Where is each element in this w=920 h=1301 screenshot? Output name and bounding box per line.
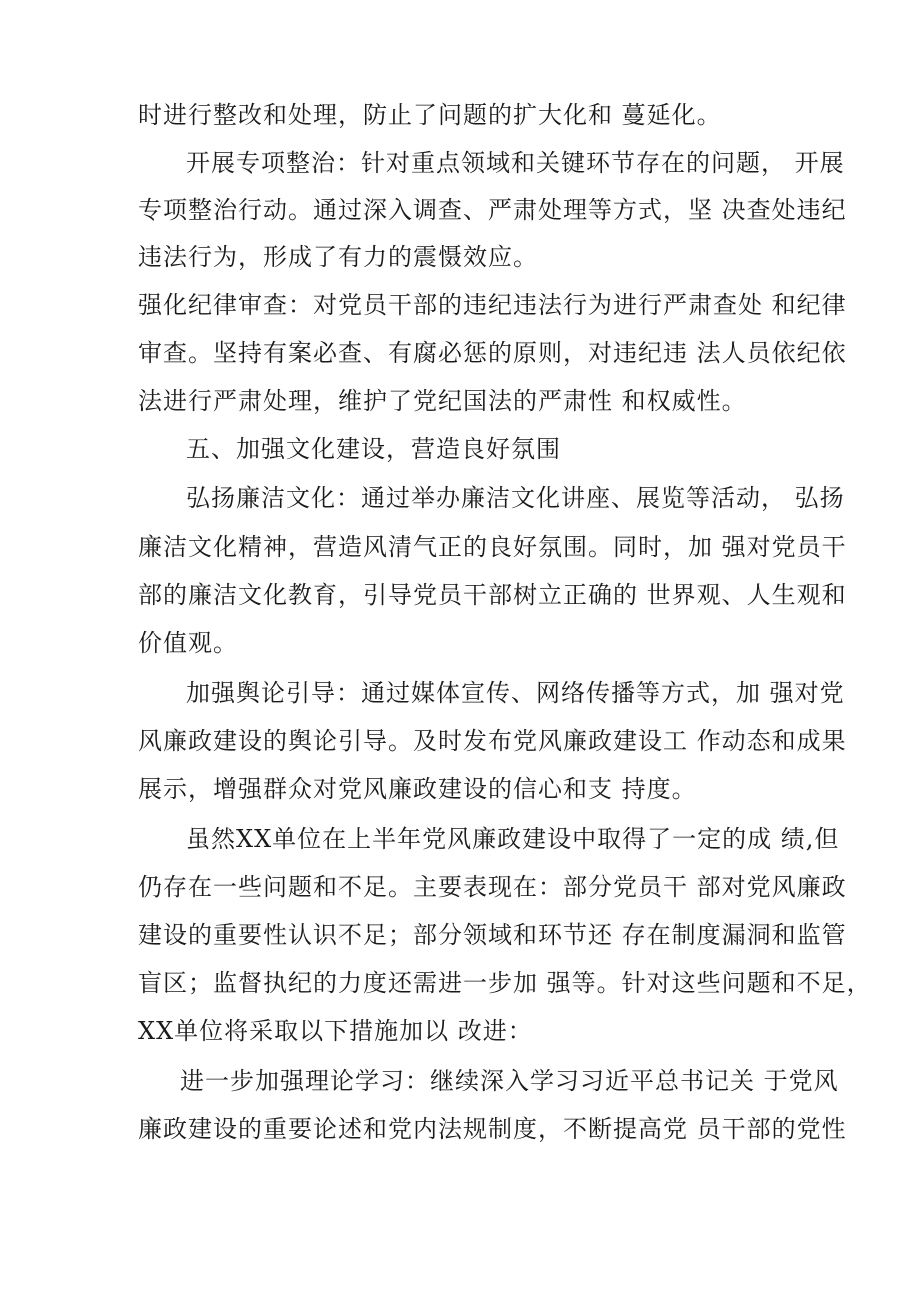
text-line: 强化纪律审查：对党员干部的违纪违法行为进行严肃查处 和纪律: [138, 291, 847, 319]
text-line: 违法行为，形成了有力的震慑效应。: [138, 243, 538, 271]
text-line: XX单位将采取以下措施加以 改进：: [138, 1017, 533, 1045]
text-line: 仍存在一些问题和不足。主要表现在：部分党员干 部对党风廉政: [138, 873, 847, 901]
text-line: 专项整治行动。通过深入调查、严肃处理等方式，坚 决查处违纪: [138, 196, 847, 224]
text-line: 建设的重要性认识不足；部分领域和环节还 存在制度漏洞和监管: [138, 921, 847, 949]
text-line: 加强舆论引导：通过媒体宣传、网络传播等方式，加 强对党: [186, 679, 845, 707]
text-line: 弘扬廉洁文化：通过举办廉洁文化讲座、展览等活动， 弘扬: [186, 484, 845, 512]
text-line: 审查。坚持有案必查、有腐必惩的原则，对违纪违 法人员依纪依: [138, 339, 847, 367]
text-line: 时进行整改和处理，防止了问题的扩大化和 蔓延化。: [138, 101, 722, 129]
text-line: 盲区；监督执纪的力度还需进一步加 强等。针对这些问题和不足，: [138, 969, 872, 997]
text-line: 廉政建设的重要论述和党内法规制度，不断提高党 员干部的党性: [138, 1115, 847, 1143]
text-line: 虽然XX单位在上半年党风廉政建设中取得了一定的成 绩,但: [186, 825, 840, 853]
text-line: 部的廉洁文化教育，引导党员干部树立正确的 世界观、人生观和: [138, 581, 847, 609]
text-line: 廉洁文化精神，营造风清气正的良好氛围。同时，加 强对党员干: [138, 533, 847, 561]
text-line: 价值观。: [138, 629, 238, 657]
text-line: 风廉政建设的舆论引导。及时发布党风廉政建设工 作动态和成果: [138, 727, 847, 755]
text-line: 法进行严肃处理，维护了党纪国法的严肃性 和权威性。: [138, 387, 747, 415]
text-line: 开展专项整治：针对重点领域和关键环节存在的问题， 开展: [186, 149, 845, 177]
text-line: 展示，增强群众对党风廉政建设的信心和支 持度。: [138, 775, 697, 803]
text-line: 进一步加强理论学习：继续深入学习习近平总书记关 于党风: [180, 1067, 839, 1095]
section-heading: 五、加强文化建设，营造良好氛围: [186, 435, 561, 463]
